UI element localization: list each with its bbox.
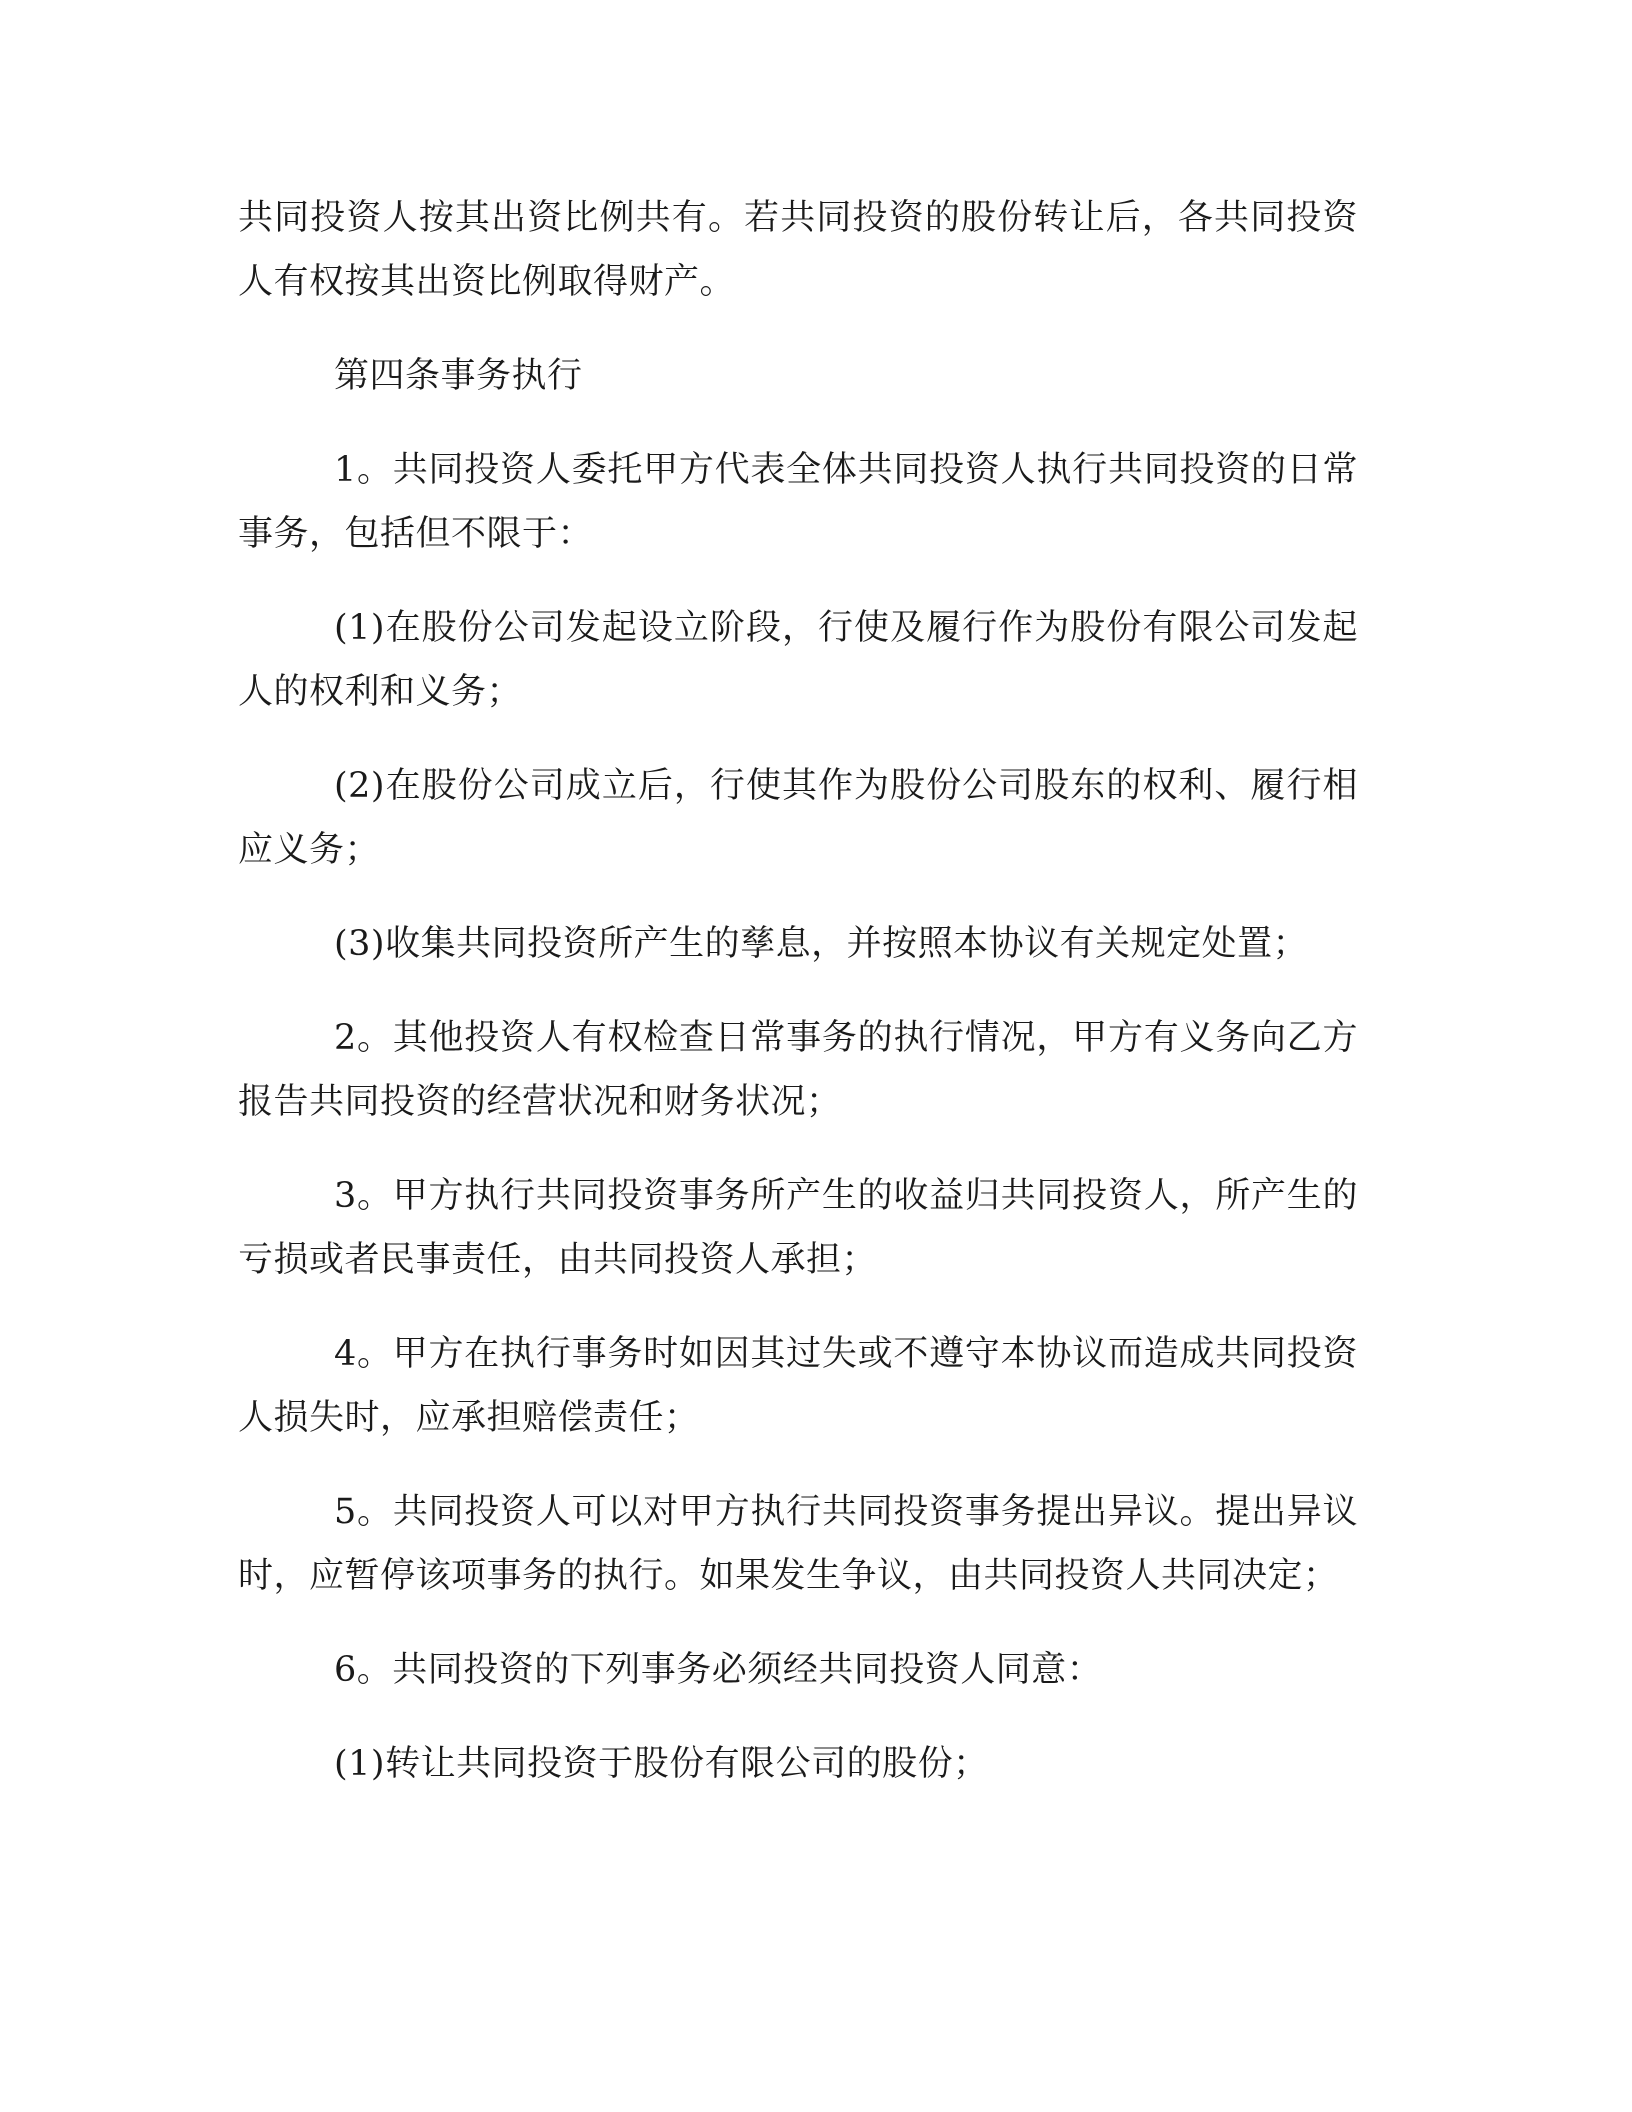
clause-1-item-3: (3)收集共同投资所产生的孳息，并按照本协议有关规定处置； [334, 924, 1309, 964]
clause-1-item-1: (1)在股份公司发起设立阶段，行使及履行作为股份有限公司发起人的权利和义务； [238, 608, 1358, 712]
clause-2: 2。其他投资人有权检查日常事务的执行情况，甲方有义务向乙方报告共同投资的经营状况和财务状况； [238, 1018, 1358, 1122]
clause-1-item-2: (2)在股份公司成立后，行使其作为股份公司股东的权利、履行相应义务； [238, 766, 1358, 870]
clause-4: 4。甲方在执行事务时如因其过失或不遵守本协议而造成共同投资人损失时，应承担赔偿责任； [238, 1334, 1358, 1438]
clause-1: 1。共同投资人委托甲方代表全体共同投资人执行共同投资的日常事务，包括但不限于： [238, 450, 1358, 554]
clause-6: 6。共同投资的下列事务必须经共同投资人同意： [334, 1650, 1103, 1690]
article-heading: 第四条事务执行 [334, 356, 583, 396]
clause-6-item-1: (1)转让共同投资于股份有限公司的股份； [334, 1744, 989, 1784]
clause-3: 3。甲方执行共同投资事务所产生的收益归共同投资人，所产生的亏损或者民事责任，由共同投资人承担； [238, 1176, 1358, 1280]
paragraph-continuation: 共同投资人按其出资比例共有。若共同投资的股份转让后，各共同投资人有权按其出资比例取得财产。 [238, 198, 1358, 302]
clause-5: 5。共同投资人可以对甲方执行共同投资事务提出异议。提出异议时，应暂停该项事务的执行。如果发生争议，由共同投资人共同决定； [238, 1492, 1358, 1596]
document-page [238, 186, 1358, 1796]
